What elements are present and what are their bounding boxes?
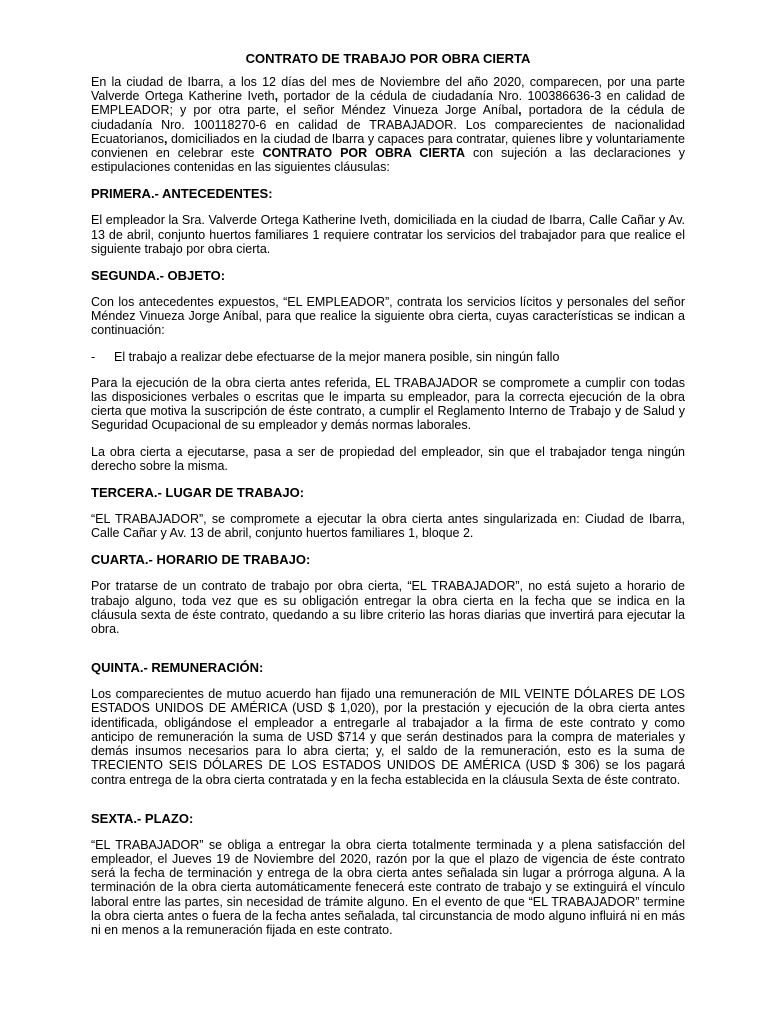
intro-text-4: domiciliados en la ciudad de Ibarra y capaces para contratar, quienes libre y voluntariamente convienen en celebrar este [91, 131, 685, 161]
section-sexta-heading: SEXTA.- PLAZO: [91, 810, 194, 826]
section-segunda-text-2: Para la ejecución de la obra cierta antes referida, EL TRABAJADOR se compromete a cumplir con todas las disposiciones verbales o escritas que le imparta su empleador, para la correcta ejecución de la obra cierta que motiva la suscripción de éste contrato, a cumplir el Reglamento Interno de Trabajo y de Salud y Seguridad Ocupacional de su empleador y demás normas laborales. [91, 375, 685, 433]
bullet-text: El trabajo a realizar debe efectuarse de la mejor manera posible, sin ningún fallo [114, 349, 560, 364]
section-primera-heading: PRIMERA.- ANTECEDENTES: [91, 186, 273, 202]
intro-text-3: portadora de la cédula de ciudadanía Nro. 100118270-6 en calidad de TRABAJADOR. Los comparecientes de nacionalidad Ecuatorianos [91, 103, 686, 146]
intro-paragraph [91, 75, 685, 174]
bullet-dash: - [91, 349, 96, 364]
intro-comma-3: , [163, 131, 168, 146]
section-quinta-heading: QUINTA.- REMUNERACIÓN: [91, 660, 264, 676]
section-tercera-heading: TERCERA.- LUGAR DE TRABAJO: [91, 485, 305, 501]
list-item [91, 350, 685, 364]
intro-text-1: En la ciudad de Ibarra, a los 12 días del mes de Noviembre del año 2020, comparecen, por una parte Valverde Ortega Katherine Iveth [91, 75, 685, 104]
section-segunda-text-3: La obra cierta a ejecutarse, pasa a ser de propiedad del empleador, sin que el trabajador tenga ningún derecho sobre la misma. [91, 444, 685, 473]
section-sexta-text: “EL TRABAJADOR” se obliga a entregar la obra cierta totalmente terminada y a plena satisfacción del empleador, el Jueves 19 de Noviembre del 2020, razón por la que el plazo de vigencia de éste contrato será la fecha de terminación y entrega de la obra cierta antes señalada sin lugar a prórroga alguna. A la terminación de la obra cierta automáticamente fenecerá este contrato de trabajo y se extinguirá el vínculo laboral entre las partes, sin necesidad de trámite alguno. En el evento de que “EL TRABAJADOR” termine la obra cierta antes o fuera de la fecha antes señalada, tal circunstancia de modo alguno influirá ni en más ni en menos a la remuneración fijada en este contrato. [91, 837, 685, 937]
section-cuarta-heading: CUARTA.- HORARIO DE TRABAJO: [91, 552, 311, 568]
document-title: CONTRATO DE TRABAJO POR OBRA CIERTA [245, 51, 531, 66]
intro-text-5: con sujeción a las declaraciones y estipulaciones contenidas en las siguientes cláusulas: [91, 146, 685, 175]
section-segunda-text-1: Con los antecedentes expuestos, “EL EMPLEADOR”, contrata los servicios lícitos y personales del señor Méndez Vinueza Jorge Aníbal, para que realice la siguiente obra cierta, cuyas características se indican a continuación: [91, 295, 685, 338]
intro-text-2: portador de la cédula de ciudadanía Nro. 100386636-3 en calidad de EMPLEADOR; y por otra parte, el señor Méndez Vinueza Jorge Aníbal [91, 89, 685, 118]
section-tercera-text: “EL TRABAJADOR”, se compromete a ejecutar la obra cierta antes singularizada en: Ciudad de Ibarra, Calle Cañar y Av. 13 de abril, conjunto huertos familiares 1, bloque 2. [91, 512, 685, 541]
section-segunda-heading: SEGUNDA.- OBJETO: [91, 268, 226, 284]
section-quinta-text: Los comparecientes de mutuo acuerdo han fijado una remuneración de MIL VEINTE DÓLARES DE LOS ESTADOS UNIDOS DE AMÉRICA (USD $ 1,020), por la prestación y ejecución de la obra cierta antes identificada, obligándose el empleador a entregarle al trabajador a la firma de este contrato y como anticipo de remuneración la suma de USD $714 y que serán destinados para la compra de materiales y demás insumos necesarios para lo abra cierta; y, el saldo de la remuneración, esto es la suma de TRECIENTO SEIS DÓLARES DE LOS ESTADOS UNIDOS DE AMÉRICA (USD $ 306) se los pagará contra entrega de la obra cierta contratada y en la fecha establecida en la cláusula Sexta de éste contrato. [91, 687, 685, 787]
intro-comma-1: , [274, 89, 279, 104]
intro-contract-name: CONTRATO POR OBRA CIERTA [262, 146, 465, 161]
intro-comma-2: , [518, 103, 522, 118]
section-primera-text: El empleador la Sra. Valverde Ortega Katherine Iveth, domiciliada en la ciudad de Ibarra, Calle Cañar y Av. 13 de abril, conjunto huertos familiares 1 requiere contratar los servicios del trabajador para que realice el siguiente trabajo por obra cierta. [91, 213, 685, 256]
section-cuarta-text: Por tratarse de un contrato de trabajo por obra cierta, “EL TRABAJADOR”, no está sujeto a horario de trabajo alguno, toda vez que es su obligación entregar la obra cierta en la fecha que se indica en la cláusula sexta de éste contrato, quedando a su libre criterio las horas diarias que invertirá para ejecutar la obra. [91, 579, 685, 637]
